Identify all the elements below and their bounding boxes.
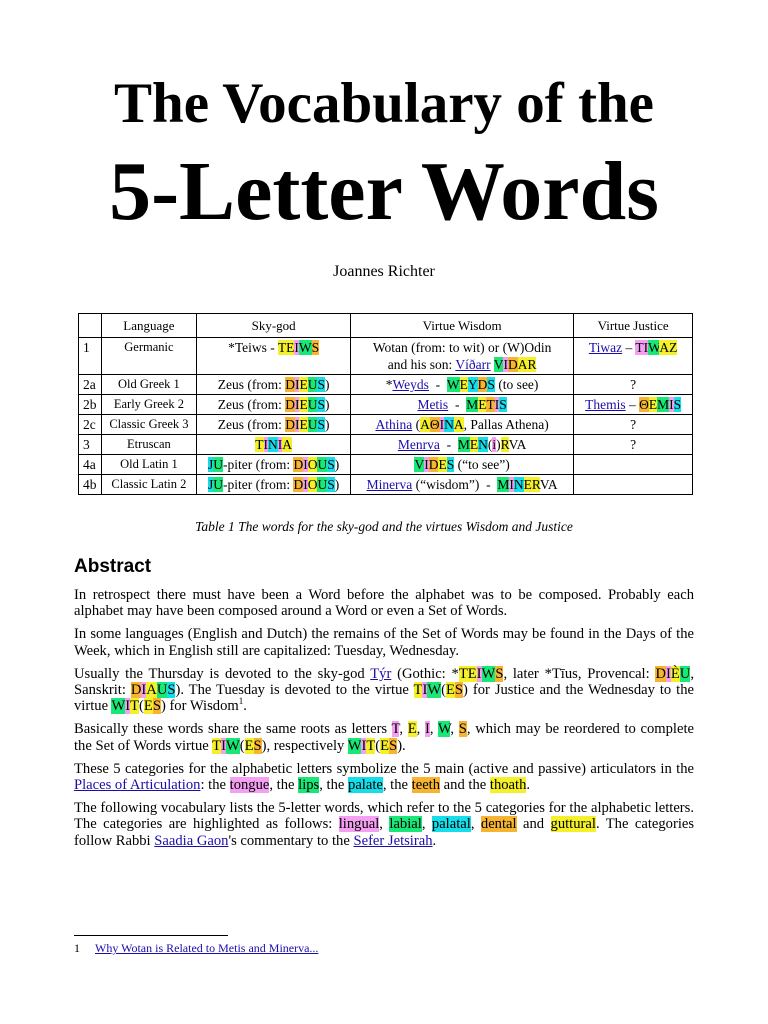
row-num: 4a	[79, 455, 102, 475]
row-justice: Tiwaz – TIWAZ	[574, 338, 693, 375]
abstract-body	[74, 587, 694, 856]
row-sky-god: Zeus (from: DIEUS)	[197, 375, 351, 395]
link-vidarr[interactable]: Víðarr	[455, 357, 491, 372]
header-virtue-wisdom: Virtue Wisdom	[350, 314, 573, 338]
row-num: 4b	[79, 475, 102, 495]
row-num: 2b	[79, 395, 102, 415]
footnote-number: 1	[74, 941, 80, 955]
row-justice: ?	[574, 375, 693, 395]
header-sky-god: Sky-god	[197, 314, 351, 338]
author: Joannes Richter	[333, 263, 435, 280]
row-num: 2a	[79, 375, 102, 395]
row-wisdom: Minerva (“wisdom”) - MINERVA	[350, 475, 573, 495]
row-language: Old Greek 1	[101, 375, 197, 395]
table-caption: Table 1 The words for the sky-god and the virtues Wisdom and Justice	[195, 519, 573, 534]
row-justice	[574, 475, 693, 495]
footnote	[74, 941, 318, 956]
row-language: Etruscan	[101, 435, 197, 455]
row-wisdom: Menrva - MEN(i)RVA	[350, 435, 573, 455]
footnote-ref[interactable]: 1	[238, 696, 244, 707]
footnote-separator	[74, 935, 228, 936]
table-row	[79, 395, 693, 415]
row-sky-god: TINIA	[197, 435, 351, 455]
title-line-2: 5-Letter Words	[109, 145, 659, 238]
link-metis[interactable]: Metis	[417, 397, 449, 412]
link-menrva[interactable]: Menrva	[397, 437, 440, 452]
header-language: Language	[101, 314, 197, 338]
link-minerva[interactable]: Minerva	[366, 477, 413, 492]
row-sky-god: Zeus (from: DIEUS)	[197, 395, 351, 415]
row-wisdom: *Weyds - WEYDS (to see)	[350, 375, 573, 395]
link-sefer-jetsirah[interactable]: Sefer Jetsirah	[353, 832, 433, 849]
link-tyr[interactable]: Týr	[370, 665, 392, 682]
row-sky-god: JU-piter (from: DIOUS)	[197, 475, 351, 495]
paragraph-1: In retrospect there must have been a Word before the alphabet was to be composed. Probably each alphabet may have been composed around a Word or even a Set of Words.	[74, 587, 694, 620]
table-row	[79, 338, 693, 375]
paragraph-3: Usually the Thursday is devoted to the sky-god Týr (Gothic: *TEIWS, later *Tīus, Provencal: DIÈU, Sanskrit: DIAUS). The Tuesday is devoted to the virtue TIW(ES) for Justice and the Wednesday to the virtue WIT(ES) for Wisdom$^1$.	[74, 665, 694, 715]
header-virtue-justice: Virtue Justice	[574, 314, 693, 338]
row-language: Germanic	[101, 338, 197, 375]
row-sky-god: JU-piter (from: DIOUS)	[197, 455, 351, 475]
link-places-of-articulation[interactable]: Places of Articulation	[74, 777, 201, 794]
footnote-link[interactable]: Why Wotan is Related to Metis and Minerva...	[95, 941, 319, 955]
link-saadia-gaon[interactable]: Saadia Gaon	[154, 832, 229, 849]
paragraph-6: The following vocabulary lists the 5-letter words, which refer to the 5 categories for the alphabetic letters. The categories are highlighted as follows: lingual, labial, palatal, dental and guttural. The categories follow Rabbi Saadia Gaon's commentary to the Sefer Jetsirah.	[74, 800, 695, 849]
link-tiwaz[interactable]: Tiwaz	[588, 340, 623, 355]
link-athina[interactable]: Athina	[375, 417, 413, 432]
row-wisdom: Athina (AΘINA, Pallas Athena)	[350, 415, 573, 435]
row-language: Classic Latin 2	[101, 475, 197, 495]
row-language: Old Latin 1	[101, 455, 197, 475]
paragraph-4: Basically these words share the same roots as letters T, E, I, W, S, which may be reordered to complete the Set of Words virtue TIW(ES), respectively WIT(ES).	[74, 721, 694, 754]
abstract-heading: Abstract	[74, 556, 152, 577]
paragraph-2: In some languages (English and Dutch) the remains of the Set of Words may be found in the Days of the Week, which in English still are capitalized: Tuesday, Wednesday.	[74, 626, 694, 659]
table-row	[79, 435, 693, 455]
row-justice: ?	[574, 435, 693, 455]
row-sky-god: Zeus (from: DIEUS)	[197, 415, 351, 435]
link-themis[interactable]: Themis	[585, 397, 626, 412]
row-num: 3	[79, 435, 102, 455]
table-row	[79, 375, 693, 395]
paragraph-5: These 5 categories for the alphabetic letters symbolize the 5 main (active and passive) articulators in the Places of Articulation: the tongue, the lips, the palate, the teeth and the thoath.	[74, 760, 694, 794]
row-wisdom: Wotan (from: to wit) or (W)Odin and his son: Víðarr VIDAR	[350, 338, 573, 375]
row-justice: Themis – ΘEMIS	[574, 395, 693, 415]
row-justice	[574, 455, 693, 475]
row-num: 1	[79, 338, 102, 375]
row-num: 2c	[79, 415, 102, 435]
vocabulary-table	[78, 313, 693, 495]
title-line-1: The Vocabulary of the	[114, 72, 654, 135]
table-header-row	[79, 314, 693, 338]
table-row	[79, 475, 693, 495]
row-language: Early Greek 2	[101, 395, 197, 415]
row-language: Classic Greek 3	[101, 415, 197, 435]
table-row	[79, 455, 693, 475]
table-row	[79, 415, 693, 435]
row-sky-god: *Teiws - TEIWS	[197, 338, 351, 375]
link-weyds[interactable]: Weyds	[392, 377, 429, 392]
row-wisdom: Metis - METIS	[350, 395, 573, 415]
row-wisdom: VIDES (“to see”)	[350, 455, 573, 475]
row-justice: ?	[574, 415, 693, 435]
header-num	[79, 314, 102, 338]
